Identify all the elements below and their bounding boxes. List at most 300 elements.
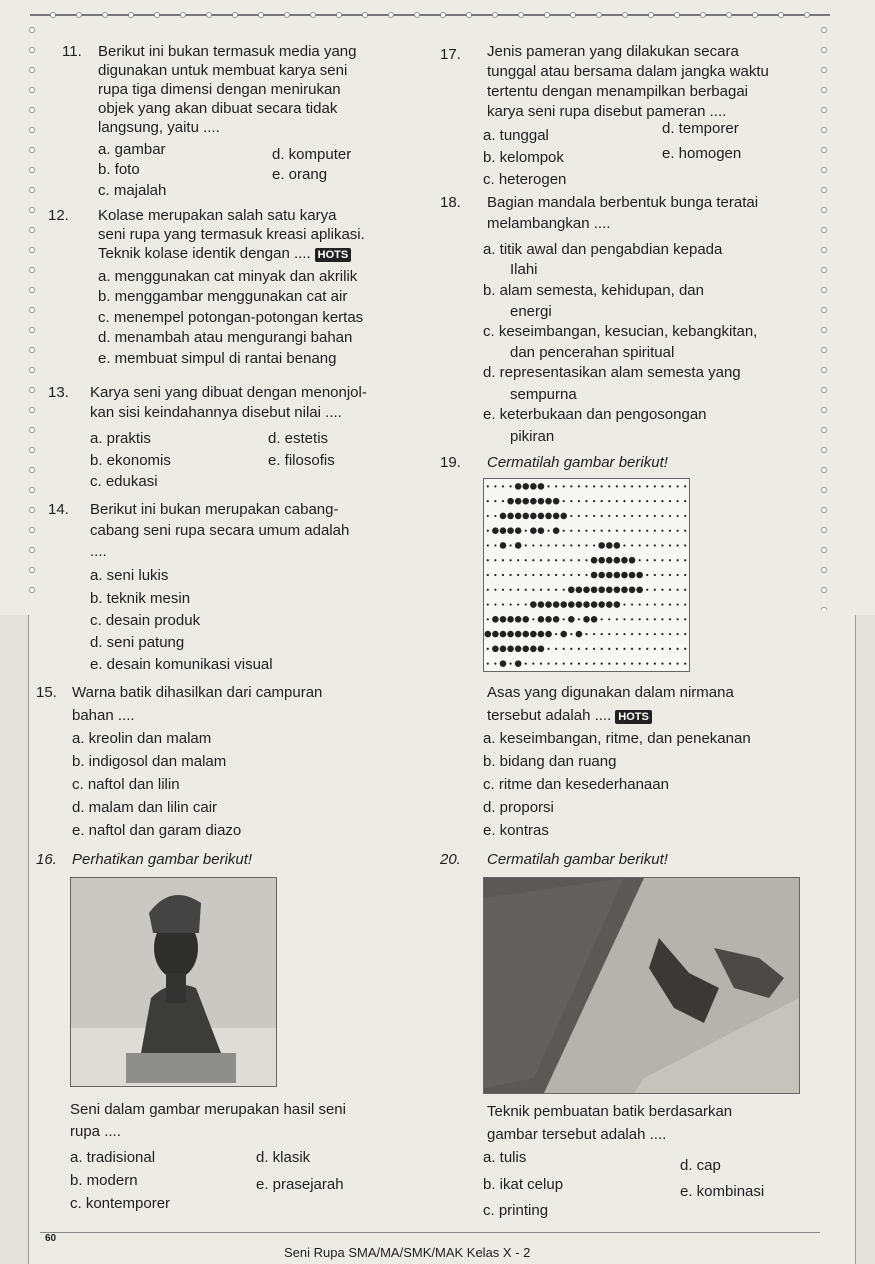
small-dot bbox=[494, 500, 496, 502]
large-dot bbox=[621, 586, 628, 593]
small-dot bbox=[623, 633, 625, 635]
small-dot bbox=[487, 603, 489, 605]
small-dot bbox=[578, 663, 580, 665]
footer-rule bbox=[40, 1232, 820, 1233]
small-dot bbox=[487, 663, 489, 665]
option-d[interactable]: d. temporer bbox=[662, 120, 739, 137]
small-dot bbox=[623, 500, 625, 502]
small-dot bbox=[669, 589, 671, 591]
question-number: 20. bbox=[440, 851, 461, 868]
small-dot bbox=[563, 618, 565, 620]
large-dot bbox=[606, 586, 613, 593]
small-dot bbox=[593, 485, 595, 487]
question-text: .... bbox=[90, 543, 107, 560]
large-dot bbox=[530, 631, 537, 638]
large-dot bbox=[530, 498, 537, 505]
large-dot bbox=[507, 646, 514, 653]
option-a[interactable]: a. tulis bbox=[483, 1149, 527, 1166]
large-dot bbox=[492, 631, 499, 638]
small-dot bbox=[677, 633, 679, 635]
small-dot bbox=[631, 648, 633, 650]
large-dot bbox=[507, 631, 514, 638]
large-dot bbox=[553, 527, 560, 534]
option-c[interactable]: c. majalah bbox=[98, 182, 167, 199]
option-a[interactable]: a. menggunakan cat minyak dan akrilik bbox=[98, 268, 358, 285]
large-dot bbox=[492, 616, 499, 623]
large-dot bbox=[500, 616, 507, 623]
option-b[interactable]: b. indigosol dan malam bbox=[72, 753, 227, 770]
option-c[interactable]: c. ritme dan kesederhanaan bbox=[483, 776, 669, 793]
option-e-cont: pikiran bbox=[510, 428, 555, 445]
small-dot bbox=[616, 663, 618, 665]
small-dot bbox=[654, 589, 656, 591]
small-dot bbox=[661, 618, 663, 620]
large-dot bbox=[507, 513, 514, 520]
option-d[interactable]: d. klasik bbox=[256, 1149, 311, 1166]
small-dot bbox=[601, 530, 603, 532]
option-b[interactable]: b. bidang dan ruang bbox=[483, 753, 617, 770]
large-dot bbox=[583, 586, 590, 593]
small-dot bbox=[623, 603, 625, 605]
question-text: Bagian mandala berbentuk bunga teratai bbox=[487, 194, 759, 211]
small-dot bbox=[677, 618, 679, 620]
small-dot bbox=[661, 574, 663, 576]
small-dot bbox=[525, 559, 527, 561]
small-dot bbox=[677, 485, 679, 487]
option-e[interactable]: e. desain komunikasi visual bbox=[90, 656, 273, 673]
large-dot bbox=[598, 586, 605, 593]
small-dot bbox=[616, 530, 618, 532]
small-dot bbox=[563, 589, 565, 591]
small-dot bbox=[661, 530, 663, 532]
question-text: digunakan untuk membuat karya seni bbox=[98, 62, 348, 79]
large-dot bbox=[507, 616, 514, 623]
large-dot bbox=[553, 513, 560, 520]
small-dot bbox=[669, 559, 671, 561]
option-c[interactable]: c. keseimbangan, kesucian, kebangkitan, bbox=[483, 323, 758, 340]
large-dot bbox=[484, 631, 491, 638]
batik-cap-photo bbox=[483, 877, 800, 1094]
small-dot bbox=[646, 589, 648, 591]
option-b[interactable]: b. kelompok bbox=[483, 149, 564, 166]
question-text: tertentu dengan menampilkan berbagai bbox=[487, 83, 749, 100]
large-dot bbox=[598, 601, 605, 608]
option-b[interactable]: b. modern bbox=[70, 1172, 138, 1189]
small-dot bbox=[570, 485, 572, 487]
small-dot bbox=[532, 663, 534, 665]
large-dot bbox=[629, 586, 636, 593]
small-dot bbox=[547, 544, 549, 546]
large-dot bbox=[522, 646, 529, 653]
option-c[interactable]: c. menempel potongan-potongan kertas bbox=[98, 309, 364, 326]
large-dot bbox=[492, 646, 499, 653]
small-dot bbox=[509, 485, 511, 487]
small-dot bbox=[684, 530, 686, 532]
small-dot bbox=[616, 633, 618, 635]
option-e[interactable]: e. filosofis bbox=[268, 452, 335, 469]
option-d[interactable]: d. seni patung bbox=[90, 634, 185, 651]
small-dot bbox=[646, 663, 648, 665]
option-a[interactable]: a. kreolin dan malam bbox=[72, 730, 212, 747]
large-dot bbox=[606, 601, 613, 608]
small-dot bbox=[639, 530, 641, 532]
small-dot bbox=[661, 648, 663, 650]
option-d[interactable]: d. malam dan lilin cair bbox=[72, 799, 218, 816]
option-e[interactable]: e. naftol dan garam diazo bbox=[72, 822, 242, 839]
option-c[interactable]: c. edukasi bbox=[90, 473, 158, 490]
small-dot bbox=[578, 485, 580, 487]
small-dot bbox=[555, 633, 557, 635]
large-dot bbox=[500, 542, 507, 549]
question-text: seni rupa yang termasuk kreasi aplikasi. bbox=[98, 226, 365, 243]
small-dot bbox=[654, 530, 656, 532]
small-dot bbox=[525, 589, 527, 591]
small-dot bbox=[677, 574, 679, 576]
large-dot bbox=[621, 572, 628, 579]
question-text: Seni dalam gambar merupakan hasil seni bbox=[70, 1101, 346, 1118]
small-dot bbox=[669, 648, 671, 650]
small-dot bbox=[563, 574, 565, 576]
small-dot bbox=[639, 603, 641, 605]
large-dot bbox=[614, 586, 621, 593]
small-dot bbox=[616, 500, 618, 502]
large-dot bbox=[500, 646, 507, 653]
large-dot bbox=[538, 498, 545, 505]
batik-illustration bbox=[484, 878, 799, 1093]
large-dot bbox=[636, 572, 643, 579]
small-dot bbox=[684, 633, 686, 635]
small-dot bbox=[616, 485, 618, 487]
question-text: cabang seni rupa secara umum adalah bbox=[90, 522, 350, 539]
small-dot bbox=[570, 648, 572, 650]
small-dot bbox=[608, 500, 610, 502]
option-d[interactable]: d. menambah atau mengurangi bahan bbox=[98, 329, 353, 346]
question-text: karya seni rupa disebut pameran .... bbox=[487, 103, 727, 120]
small-dot bbox=[487, 589, 489, 591]
option-b[interactable]: b. menggambar menggunakan cat air bbox=[98, 288, 348, 305]
small-dot bbox=[494, 515, 496, 517]
small-dot bbox=[555, 663, 557, 665]
small-dot bbox=[570, 663, 572, 665]
large-dot bbox=[606, 557, 613, 564]
small-dot bbox=[585, 530, 587, 532]
small-dot bbox=[661, 633, 663, 635]
page-number: 60 bbox=[45, 1233, 57, 1244]
option-c[interactable]: c. naftol dan lilin bbox=[72, 776, 180, 793]
option-d[interactable]: d. estetis bbox=[268, 430, 329, 447]
small-dot bbox=[684, 485, 686, 487]
small-dot bbox=[646, 633, 648, 635]
small-dot bbox=[532, 574, 534, 576]
small-dot bbox=[547, 530, 549, 532]
question-text: tunggal atau bersama dalam jangka waktu bbox=[487, 63, 769, 80]
small-dot bbox=[623, 530, 625, 532]
small-dot bbox=[540, 544, 542, 546]
small-dot bbox=[654, 603, 656, 605]
small-dot bbox=[669, 515, 671, 517]
large-dot bbox=[545, 631, 552, 638]
question-text: Berikut ini bukan termasuk media yang bbox=[98, 43, 357, 60]
option-c[interactable]: c. heterogen bbox=[483, 171, 567, 188]
small-dot bbox=[684, 648, 686, 650]
small-dot bbox=[487, 515, 489, 517]
small-dot bbox=[654, 663, 656, 665]
sculpture-illustration bbox=[71, 878, 276, 1086]
option-a[interactable]: a. tunggal bbox=[483, 127, 549, 144]
small-dot bbox=[608, 633, 610, 635]
small-dot bbox=[654, 500, 656, 502]
small-dot bbox=[631, 500, 633, 502]
small-dot bbox=[631, 618, 633, 620]
large-dot bbox=[598, 542, 605, 549]
small-dot bbox=[684, 603, 686, 605]
small-dot bbox=[570, 530, 572, 532]
small-dot bbox=[494, 603, 496, 605]
large-dot bbox=[614, 557, 621, 564]
small-dot bbox=[639, 633, 641, 635]
question-text bbox=[98, 245, 351, 263]
large-dot bbox=[522, 513, 529, 520]
small-dot bbox=[585, 559, 587, 561]
large-dot bbox=[591, 572, 598, 579]
small-dot bbox=[563, 530, 565, 532]
small-dot bbox=[601, 663, 603, 665]
option-c[interactable]: c. printing bbox=[483, 1202, 549, 1219]
question-number: 12. bbox=[48, 207, 69, 224]
option-c[interactable]: c. desain produk bbox=[90, 612, 201, 629]
option-e[interactable]: e. membuat simpul di rantai benang bbox=[98, 350, 337, 367]
option-b[interactable]: b. alam semesta, kehidupan, dan bbox=[483, 282, 704, 299]
small-dot bbox=[570, 633, 572, 635]
small-dot bbox=[646, 530, 648, 532]
option-b[interactable]: b. ikat celup bbox=[483, 1176, 564, 1193]
question-number: 17. bbox=[440, 46, 461, 63]
left-dot-border bbox=[26, 20, 38, 600]
option-b-cont: energi bbox=[510, 303, 552, 320]
small-dot bbox=[555, 544, 557, 546]
small-dot bbox=[661, 589, 663, 591]
question-number: 19. bbox=[440, 454, 461, 471]
large-dot bbox=[621, 557, 628, 564]
small-dot bbox=[631, 633, 633, 635]
option-e[interactable]: e. orang bbox=[272, 166, 328, 183]
small-dot bbox=[631, 515, 633, 517]
large-dot bbox=[598, 572, 605, 579]
small-dot bbox=[601, 618, 603, 620]
small-dot bbox=[578, 515, 580, 517]
question-text-line: tersebut adalah .... bbox=[487, 707, 612, 724]
small-dot bbox=[532, 559, 534, 561]
small-dot bbox=[608, 648, 610, 650]
small-dot bbox=[593, 500, 595, 502]
small-dot bbox=[639, 559, 641, 561]
small-dot bbox=[532, 618, 534, 620]
small-dot bbox=[502, 603, 504, 605]
small-dot bbox=[669, 485, 671, 487]
small-dot bbox=[509, 589, 511, 591]
left-page-edge bbox=[0, 615, 29, 1264]
large-dot bbox=[583, 601, 590, 608]
question-text: Kolase merupakan salah satu karya bbox=[98, 207, 337, 224]
option-a[interactable]: a. keseimbangan, ritme, dan penekanan bbox=[483, 730, 751, 747]
small-dot bbox=[661, 544, 663, 546]
large-dot bbox=[606, 542, 613, 549]
question-text: melambangkan .... bbox=[487, 215, 611, 232]
large-dot bbox=[538, 527, 545, 534]
dot-pattern-figure bbox=[483, 478, 690, 672]
small-dot bbox=[677, 589, 679, 591]
question-text: kan sisi keindahannya disebut nilai .... bbox=[90, 404, 342, 421]
question-text: Karya seni yang dibuat dengan menonjol- bbox=[90, 384, 367, 401]
option-d-cont: sempurna bbox=[510, 386, 577, 403]
option-a[interactable]: a. tradisional bbox=[70, 1149, 156, 1166]
large-dot bbox=[598, 557, 605, 564]
small-dot bbox=[677, 515, 679, 517]
large-dot bbox=[530, 646, 537, 653]
option-b[interactable]: b. teknik mesin bbox=[90, 590, 191, 607]
option-a[interactable]: a. seni lukis bbox=[90, 567, 169, 584]
right-page-edge bbox=[855, 615, 875, 1264]
small-dot bbox=[540, 663, 542, 665]
option-b[interactable]: b. ekonomis bbox=[90, 452, 171, 469]
large-dot bbox=[568, 601, 575, 608]
large-dot bbox=[522, 631, 529, 638]
small-dot bbox=[669, 500, 671, 502]
question-prompt: Cermatilah gambar berikut! bbox=[487, 454, 668, 471]
top-dot-border bbox=[40, 10, 830, 20]
small-dot bbox=[517, 589, 519, 591]
small-dot bbox=[494, 485, 496, 487]
small-dot bbox=[646, 648, 648, 650]
small-dot bbox=[494, 589, 496, 591]
small-dot bbox=[646, 603, 648, 605]
small-dot bbox=[684, 515, 686, 517]
large-dot bbox=[591, 601, 598, 608]
large-dot bbox=[530, 483, 537, 490]
option-e[interactable]: e. kombinasi bbox=[680, 1183, 765, 1200]
option-e[interactable]: e. homogen bbox=[662, 145, 742, 162]
large-dot bbox=[507, 498, 514, 505]
small-dot bbox=[555, 485, 557, 487]
large-dot bbox=[492, 527, 499, 534]
small-dot bbox=[578, 544, 580, 546]
large-dot bbox=[515, 646, 522, 653]
large-dot bbox=[545, 498, 552, 505]
large-dot bbox=[500, 513, 507, 520]
small-dot bbox=[646, 559, 648, 561]
small-dot bbox=[623, 515, 625, 517]
small-dot bbox=[532, 544, 534, 546]
small-dot bbox=[487, 544, 489, 546]
small-dot bbox=[677, 559, 679, 561]
small-dot bbox=[684, 544, 686, 546]
large-dot bbox=[614, 601, 621, 608]
small-dot bbox=[585, 663, 587, 665]
large-dot bbox=[545, 601, 552, 608]
small-dot bbox=[639, 648, 641, 650]
small-dot bbox=[509, 663, 511, 665]
small-dot bbox=[684, 559, 686, 561]
option-c[interactable]: c. kontemporer bbox=[70, 1195, 171, 1212]
option-a[interactable]: a. gambar bbox=[98, 141, 166, 158]
small-dot bbox=[639, 618, 641, 620]
large-dot bbox=[591, 616, 598, 623]
large-dot bbox=[522, 616, 529, 623]
large-dot bbox=[591, 586, 598, 593]
small-dot bbox=[677, 663, 679, 665]
small-dot bbox=[547, 559, 549, 561]
option-e[interactable]: e. kontras bbox=[483, 822, 549, 839]
small-dot bbox=[631, 663, 633, 665]
small-dot bbox=[509, 544, 511, 546]
small-dot bbox=[585, 574, 587, 576]
small-dot bbox=[540, 574, 542, 576]
option-d[interactable]: d. komputer bbox=[272, 146, 352, 163]
option-b[interactable]: b. foto bbox=[98, 161, 140, 178]
small-dot bbox=[654, 544, 656, 546]
small-dot bbox=[616, 648, 618, 650]
small-dot bbox=[494, 544, 496, 546]
small-dot bbox=[677, 530, 679, 532]
small-dot bbox=[608, 530, 610, 532]
small-dot bbox=[502, 485, 504, 487]
small-dot bbox=[532, 589, 534, 591]
small-dot bbox=[509, 574, 511, 576]
small-dot bbox=[487, 559, 489, 561]
option-a[interactable]: a. praktis bbox=[90, 430, 151, 447]
small-dot bbox=[623, 485, 625, 487]
small-dot bbox=[677, 648, 679, 650]
large-dot bbox=[576, 586, 583, 593]
question-text: objek yang akan dibuat secara tidak bbox=[98, 100, 338, 117]
small-dot bbox=[669, 544, 671, 546]
small-dot bbox=[487, 500, 489, 502]
small-dot bbox=[661, 500, 663, 502]
small-dot bbox=[639, 515, 641, 517]
option-d[interactable]: d. representasikan alam semesta yang bbox=[483, 364, 741, 381]
question-text: rupa .... bbox=[70, 1123, 121, 1140]
small-dot bbox=[601, 515, 603, 517]
question-text: Teknik pembuatan batik berdasarkan bbox=[487, 1103, 733, 1120]
large-dot bbox=[522, 498, 529, 505]
small-dot bbox=[525, 544, 527, 546]
small-dot bbox=[563, 544, 565, 546]
small-dot bbox=[684, 574, 686, 576]
question-text: Berikut ini bukan merupakan cabang- bbox=[90, 501, 339, 518]
large-dot bbox=[530, 513, 537, 520]
small-dot bbox=[555, 589, 557, 591]
small-dot bbox=[654, 574, 656, 576]
small-dot bbox=[593, 648, 595, 650]
option-d[interactable]: d. cap bbox=[680, 1157, 721, 1174]
small-dot bbox=[509, 603, 511, 605]
small-dot bbox=[525, 530, 527, 532]
small-dot bbox=[639, 500, 641, 502]
small-dot bbox=[570, 515, 572, 517]
small-dot bbox=[654, 559, 656, 561]
small-dot bbox=[509, 559, 511, 561]
small-dot bbox=[540, 559, 542, 561]
small-dot bbox=[661, 515, 663, 517]
question-text bbox=[487, 707, 652, 725]
option-a[interactable]: a. titik awal dan pengabdian kepada bbox=[483, 241, 723, 258]
small-dot bbox=[585, 633, 587, 635]
small-dot bbox=[669, 603, 671, 605]
small-dot bbox=[494, 559, 496, 561]
option-e[interactable]: e. keterbukaan dan pengosongan bbox=[483, 406, 707, 423]
option-d[interactable]: d. proporsi bbox=[483, 799, 554, 816]
option-e[interactable]: e. prasejarah bbox=[256, 1176, 344, 1193]
